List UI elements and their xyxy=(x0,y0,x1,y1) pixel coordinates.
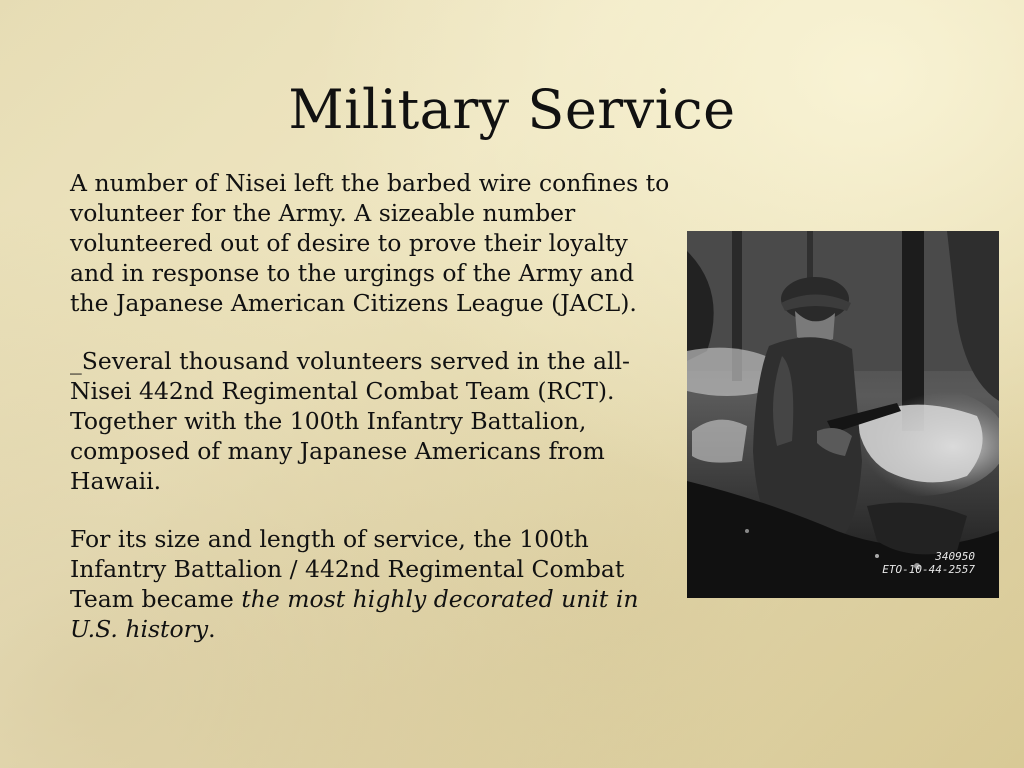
slide-title: Military Service xyxy=(288,78,736,141)
paragraph-volunteers: A number of Nisei left the barbed wire confines to volunteer for the Army. A sizeable number volunteered out of desire to prove their loyalty and in response to the urgings of the Army and the Japanese American Citizens League (JACL). xyxy=(70,169,670,317)
photo-number-line2: ETO-10-44-2557 xyxy=(882,563,975,576)
paragraph-decorated xyxy=(70,524,670,644)
soldier-photo-image xyxy=(687,231,999,598)
photo-number-line1: 340950 xyxy=(935,550,975,563)
paragraph-decorated-tail: . xyxy=(208,615,216,643)
paragraph-decorated-lead: For its size and length of service, the 100th Infantry Battalion / 442nd Regimental Combat Team became xyxy=(70,525,625,613)
photo-serial-number xyxy=(882,550,975,576)
paragraph-decorated-emphasis: the most highly decorated unit in U.S. history xyxy=(70,585,639,643)
body-text xyxy=(70,168,670,644)
soldier-photo xyxy=(687,231,999,598)
paragraph-442nd: _Several thousand volunteers served in the all-Nisei 442nd Regimental Combat Team (RCT). Together with the 100th Infantry Battalion, composed of many Japanese Americans from Hawaii. xyxy=(70,347,630,495)
